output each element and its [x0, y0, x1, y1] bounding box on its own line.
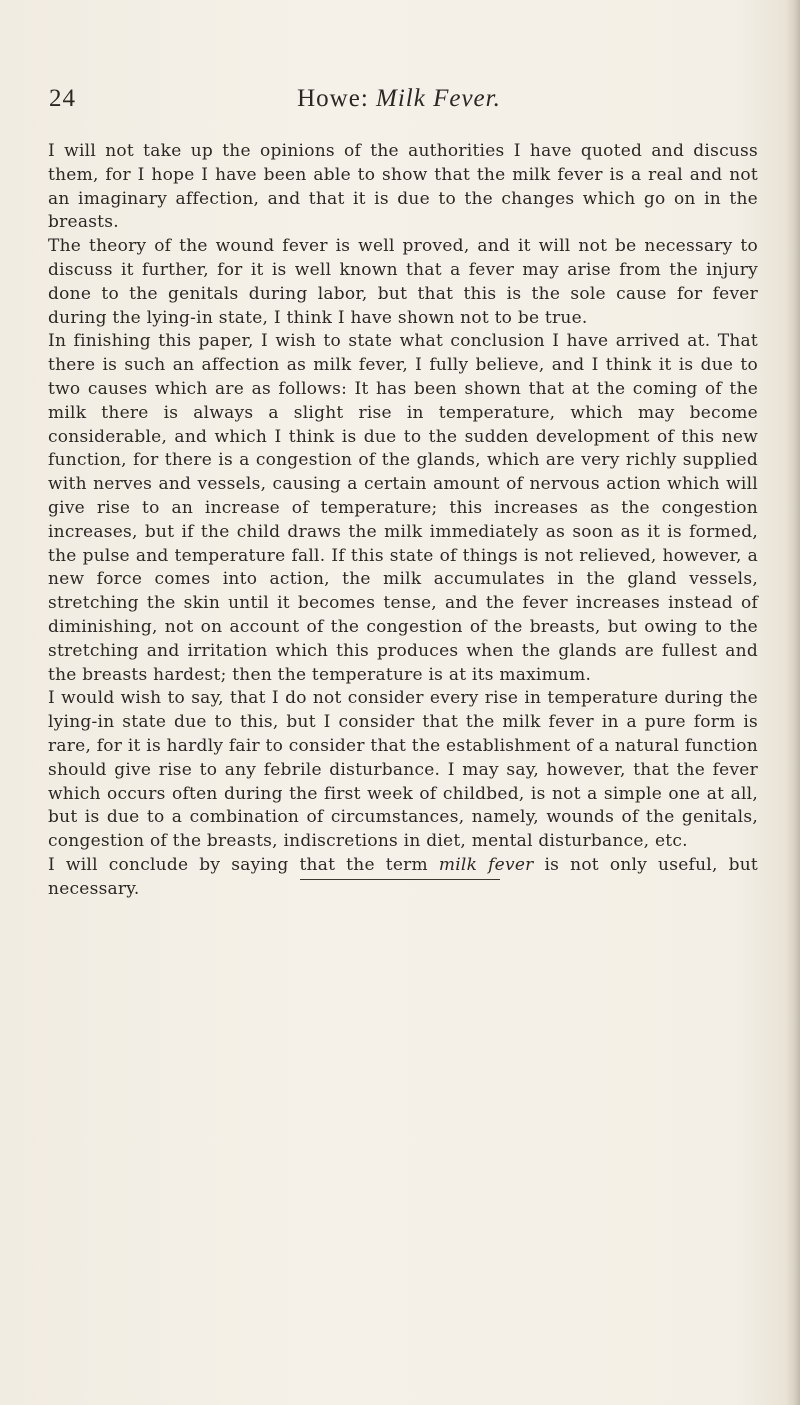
concluding-text-start: I will conclude by saying that the term	[48, 854, 439, 875]
emphasized-term: milk fever	[438, 854, 534, 875]
page-header	[49, 83, 749, 123]
running-head	[49, 83, 749, 115]
end-of-article-rule	[300, 879, 500, 880]
running-head-title: Milk Fever.	[376, 85, 501, 112]
page-number: 24	[49, 85, 76, 112]
paragraph: I will not take up the opinions of the authorities I have quoted and discuss them, for I hope I have been able to show that the milk fever is a real and not an imaginary affection, and that it is due to the changes which go on in the breasts.	[48, 141, 758, 233]
running-head-separator: :	[360, 85, 377, 112]
concluding-text-end: is not only useful, but necessary.	[48, 854, 758, 899]
page-edge-shadow	[786, 0, 800, 1405]
paragraph: I would wish to say, that I do not consider every rise in temperature during the lying-in state due to this, but I consider that the milk fever in a pure form is rare, for it is hardly fair to consider that the establishment of a natural function should give rise to any febrile disturbance. I may say, however, that the fever which occurs often during the first week of childbed, is not a simple one at all, but is due to a combination of circumstances, namely, wounds of the genitals, congestion of the breasts, indiscretions in diet, mental disturbance, etc.	[48, 688, 758, 852]
running-head-author: Howe	[297, 85, 361, 112]
concluding-paragraph	[48, 854, 758, 902]
paragraph: The theory of the wound fever is well proved, and it will not be necessary to discuss it further, for it is well known that a fever may arise from the injury done to the genitals during labor, but that this is the sole cause for fever during the lying-in state, I think I have shown not to be true.	[48, 236, 758, 328]
paragraph: In finishing this paper, I wish to state what conclusion I have arrived at. That there is such an affection as milk fever, I fully believe, and I think it is due to two causes which are as follows: It has been shown that at the coming of the milk there is always a slight rise in temperature, which may become considerable, and which I think is due to the sudden development of this new function, for there is a congestion of the glands, which are very richly supplied with nerves and vessels, causing a certain amount of nervous action which will give rise to an increase of temperature; this increases as the congestion increases, but if the child draws the milk immediately as soon as it is formed, the pulse and temperature fall. If this state of things is not relieved, however, a new force comes into action, the milk accumulates in the gland vessels, stretching the skin until it becomes tense, and the fever increases instead of diminishing, not on account of the congestion of the breasts, but owing to the stretching and irritation which this produces when the glands are fullest and the breasts hardest; then the temperature is at its maximum.	[48, 331, 758, 685]
article-body	[48, 140, 758, 902]
